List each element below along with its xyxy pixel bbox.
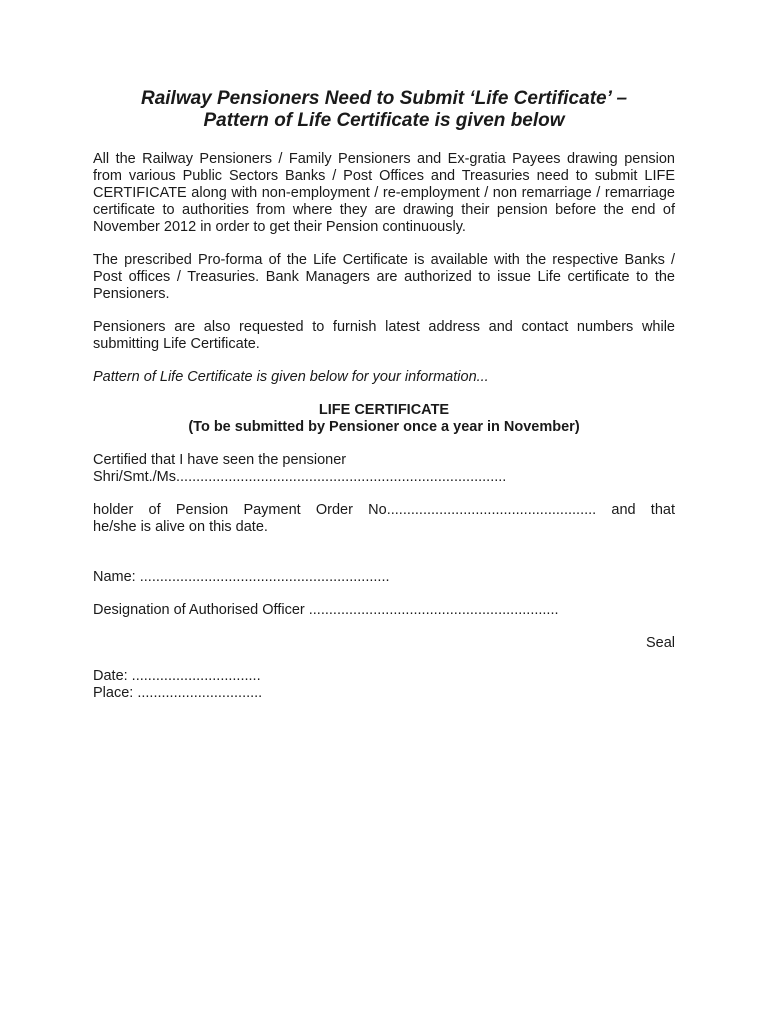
alive-statement: he/she is alive on this date. (93, 519, 268, 535)
date-field: Date: ................................ (93, 668, 261, 684)
officer-designation-field: Designation of Authorised Officer .............................................................. (93, 602, 559, 618)
certificate-subheading: (To be submitted by Pensioner once a year in November) (188, 419, 580, 435)
paragraph-contact-request: Pensioners are also requested to furnish latest address and contact numbers while submitting Life Certificate. (93, 319, 675, 352)
certificate-heading: LIFE CERTIFICATE (318, 402, 450, 418)
paragraph-submission-requirement: All the Railway Pensioners / Family Pensioners and Ex-gratia Payees drawing pension from various Public Sectors Banks / Post Offices and Treasuries need to submit LIFE CERTIFICATE along with non-employment / re-employment / non remarriage / remarriage certificate to authorities from where they are drawing their pension before the end of November 2012 in order to get their Pension continuously. (93, 151, 675, 235)
certified-statement: Certified that I have seen the pensioner (93, 452, 347, 468)
paragraph-proforma-availability: The prescribed Pro-forma of the Life Certificate is available with the respective Banks / Post offices / Treasuries. Bank Managers are authorized to issue Life certificate to the Pensioners. (93, 252, 675, 302)
document-subtitle: Pattern of Life Certificate is given below (203, 110, 565, 131)
document-page (93, 88, 675, 702)
officer-name-field: Name: .............................................................. (93, 569, 390, 585)
seal-label: Seal (645, 635, 675, 651)
place-field: Place: ............................... (93, 685, 263, 701)
pattern-intro: Pattern of Life Certificate is given below for your information... (93, 369, 489, 385)
document-title: Railway Pensioners Need to Submit ‘Life Certificate’ – (140, 88, 628, 109)
life-certificate-form (93, 402, 675, 702)
pensioner-name-field: Shri/Smt./Ms.................................................................................. (93, 469, 507, 485)
ppo-number-field: holder of Pension Payment Order No.................................................... and that (93, 502, 675, 518)
